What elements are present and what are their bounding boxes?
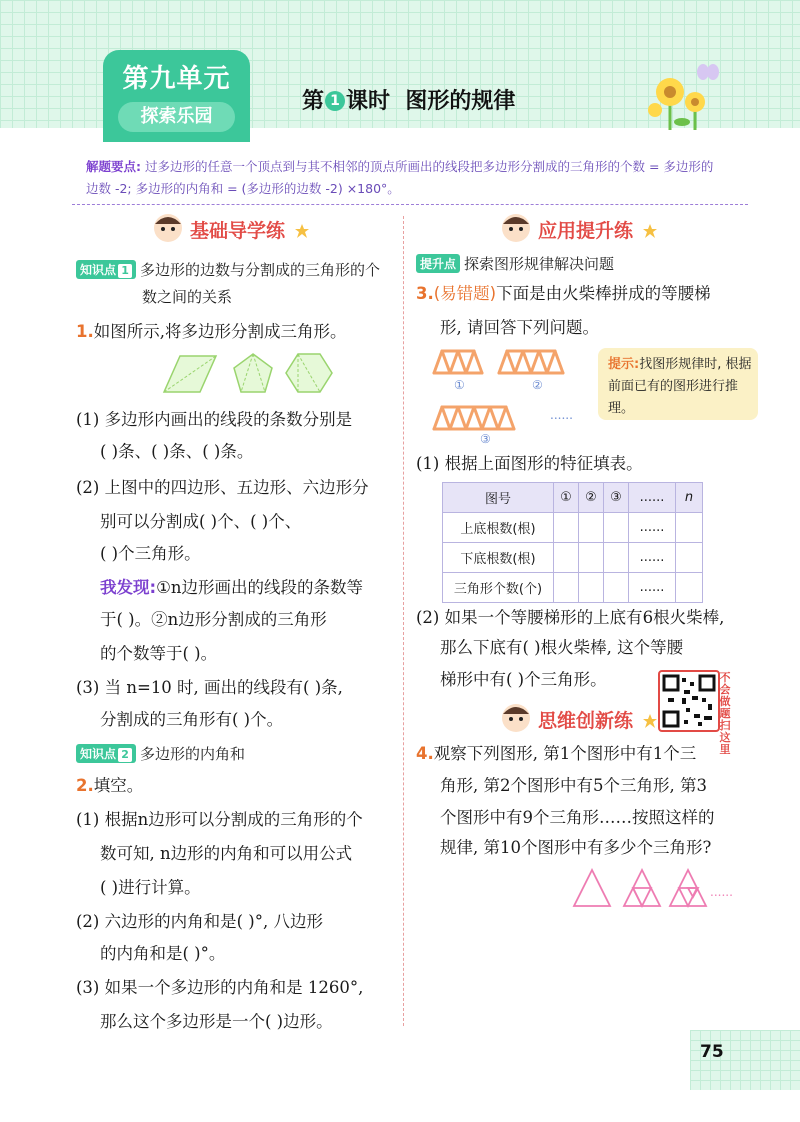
table-header-row bbox=[443, 483, 703, 513]
kp2-tag bbox=[76, 744, 136, 763]
table-cell[interactable] bbox=[579, 513, 604, 543]
q4-line3: 个图形中有9个三角形……按照这样的 bbox=[440, 808, 715, 827]
q4-line4: 规律, 第10个图形中有多少个三角形? bbox=[440, 838, 712, 857]
question-1 bbox=[76, 322, 347, 342]
triangle-fig-2-inner bbox=[633, 888, 651, 906]
table-row bbox=[443, 573, 703, 603]
fig-label-2: ② bbox=[532, 378, 543, 392]
kp2-tag-number: 2 bbox=[118, 748, 132, 762]
q2-2-line2: 的内角和是( )°。 bbox=[100, 944, 226, 963]
q2-3-line2: 那么这个多边形是一个( )边形。 bbox=[100, 1012, 333, 1031]
unit-title: 第九单元 bbox=[122, 64, 231, 94]
q3-text: 下面是由火柴棒拼成的等腰梯 bbox=[496, 284, 711, 303]
matchstick-figures bbox=[432, 345, 597, 445]
kp1-tag-label: 知识点 bbox=[80, 263, 117, 277]
q3-number: 3. bbox=[416, 284, 434, 303]
q3-2-line1: (2) 如果一个等腰梯形的上底有6根火柴棒, bbox=[416, 608, 725, 627]
star-icon bbox=[295, 224, 309, 238]
q3-2-line3: 梯形中有( )个三角形。 bbox=[440, 670, 607, 689]
table-row bbox=[443, 543, 703, 573]
q1-1-line2: ( )条、( )条、( )条。 bbox=[100, 442, 254, 461]
table-row bbox=[443, 513, 703, 543]
q3-line2: 形, 请回答下列问题。 bbox=[440, 318, 599, 337]
table-cell[interactable] bbox=[579, 573, 604, 603]
table-header-cell: ...... bbox=[629, 483, 676, 513]
table-cell[interactable] bbox=[604, 543, 629, 573]
child-mascot-icon bbox=[150, 210, 186, 246]
lesson-name: 图形的规律 bbox=[405, 89, 516, 114]
tip-line2: 边数 -2; 多边形的内角和 = (多边形的边数 -2) ×180°。 bbox=[86, 181, 400, 196]
q1-2-line2: 别可以分割成( )个、( )个、 bbox=[100, 512, 302, 531]
section-title-applied-label: 应用提升练 bbox=[538, 220, 634, 242]
q2-3-line1: (3) 如果一个多边形的内角和是 1260°, bbox=[76, 978, 364, 997]
fig-label-1: ① bbox=[454, 378, 465, 392]
section-title-creative-label: 思维创新练 bbox=[538, 710, 634, 732]
unit-box bbox=[103, 50, 250, 142]
lesson-number: 1 bbox=[325, 91, 345, 111]
table-cell[interactable] bbox=[604, 573, 629, 603]
table-cell[interactable] bbox=[554, 513, 579, 543]
table-header-cell: ③ bbox=[604, 483, 629, 513]
q4-text: 观察下列图形, 第1个图形中有1个三 bbox=[433, 744, 697, 763]
q4-dots: ...... bbox=[710, 885, 733, 899]
section-title-creative bbox=[498, 702, 668, 734]
tip-label: 解题要点: bbox=[86, 159, 141, 174]
star-icon bbox=[643, 224, 657, 238]
column-divider bbox=[403, 216, 404, 1026]
table-cell[interactable] bbox=[579, 543, 604, 573]
improvement-tag: 提升点 bbox=[416, 254, 460, 273]
table-cell[interactable] bbox=[676, 573, 703, 603]
discover-label: 我发现: bbox=[100, 578, 157, 597]
table-row-label: 三角形个数(个) bbox=[443, 573, 554, 603]
table-header-cell: ① bbox=[554, 483, 579, 513]
q3-2-line2: 那么下底有( )根火柴棒, 这个等腰 bbox=[440, 638, 684, 657]
lesson-prefix: 第 bbox=[302, 89, 325, 114]
lesson-title bbox=[302, 84, 515, 115]
q2-1-line1: (1) 根据n边形可以分割成的三角形的个 bbox=[76, 810, 363, 829]
table-cell-dots: ...... bbox=[629, 543, 676, 573]
kp1-line1: 多边形的边数与分割成的三角形的个 bbox=[140, 261, 381, 279]
q1-3-line2: 分割成的三角形有( )个。 bbox=[100, 710, 284, 729]
discover-line1 bbox=[100, 578, 363, 598]
q2-text: 填空。 bbox=[93, 776, 144, 795]
hint-body: 找图形规律时, 根据前面已有的图形进行推理。 bbox=[608, 357, 752, 416]
improvement-point bbox=[416, 253, 614, 273]
tip-text bbox=[86, 156, 746, 200]
q4-line2: 角形, 第2个图形中有5个三角形, 第3 bbox=[440, 776, 707, 795]
table-header-cell: ② bbox=[579, 483, 604, 513]
q2-1-line3: ( )进行计算。 bbox=[100, 878, 201, 897]
qr-side-text: 不会做题扫这里 bbox=[719, 671, 731, 756]
question-3 bbox=[416, 284, 711, 304]
q1-number: 1. bbox=[76, 322, 94, 341]
question-2 bbox=[76, 776, 143, 796]
tip-box bbox=[72, 148, 748, 205]
page-number: 75 bbox=[700, 1042, 724, 1062]
q3-1: (1) 根据上面图形的特征填表。 bbox=[416, 454, 643, 473]
knowledge-point-2 bbox=[76, 743, 245, 763]
discover-text-a: ①n边形画出的线段的条数等 bbox=[156, 578, 364, 597]
q2-2-line1: (2) 六边形的内角和是( )°, 八边形 bbox=[76, 912, 323, 931]
hint-box bbox=[598, 348, 758, 420]
section-title-applied bbox=[498, 212, 668, 244]
q1-2-line1: (2) 上图中的四边形、五边形、六边形分 bbox=[76, 478, 369, 497]
q2-number: 2. bbox=[76, 776, 94, 795]
section-title-basic-label: 基础导学练 bbox=[190, 220, 286, 242]
triangle-fig-1 bbox=[574, 870, 610, 906]
kp2-line1: 多边形的内角和 bbox=[140, 745, 246, 763]
q1-text: 如图所示,将多边形分割成三角形。 bbox=[93, 322, 347, 341]
section-title-basic bbox=[150, 212, 320, 244]
knowledge-point-1 bbox=[76, 259, 380, 279]
child-mascot-icon bbox=[498, 210, 534, 246]
table-cell[interactable] bbox=[554, 543, 579, 573]
table-cell-dots: ...... bbox=[629, 573, 676, 603]
fig-dots: ...... bbox=[550, 408, 573, 422]
table-row-label: 下底根数(根) bbox=[443, 543, 554, 573]
lesson-suffix: 课时 bbox=[346, 89, 391, 114]
question-4 bbox=[416, 744, 696, 764]
kp1-tag-number: 1 bbox=[118, 264, 132, 278]
discover-line3: 的个数等于( )。 bbox=[100, 644, 218, 663]
kp1-line2: 数之间的关系 bbox=[142, 288, 233, 306]
butterfly-icon bbox=[695, 62, 721, 84]
tip-line1: 过多边形的任意一个顶点到与其不相邻的顶点所画出的线段把多边形分割成的三角形的个数 = 多边形的 bbox=[144, 159, 714, 174]
fig-label-3: ③ bbox=[480, 432, 491, 445]
q2-1-line2: 数可知, n边形的内角和可以用公式 bbox=[100, 844, 353, 863]
table-cell[interactable] bbox=[554, 573, 579, 603]
table-cell[interactable] bbox=[676, 513, 703, 543]
table-header-cell: n bbox=[676, 483, 703, 513]
qr-code-icon bbox=[662, 674, 716, 728]
discover-line2: 于( )。②n边形分割成的三角形 bbox=[100, 610, 327, 629]
hint-text bbox=[608, 354, 753, 420]
table-cell[interactable] bbox=[604, 513, 629, 543]
pentagon-shape bbox=[234, 354, 272, 392]
improvement-text: 探索图形规律解决问题 bbox=[464, 255, 615, 273]
triangle-fig-3-inner bbox=[679, 888, 697, 906]
table-cell-dots: ...... bbox=[629, 513, 676, 543]
q3-tag: (易错题) bbox=[433, 284, 497, 303]
q1-1-line1: (1) 多边形内画出的线段的条数分别是 bbox=[76, 410, 353, 429]
child-mascot-icon bbox=[498, 700, 534, 736]
star-icon bbox=[643, 714, 657, 728]
q1-3-line1: (3) 当 n=10 时, 画出的线段有( )条, bbox=[76, 678, 343, 697]
kp1-tag bbox=[76, 260, 136, 279]
q4-number: 4. bbox=[416, 744, 434, 763]
table-row-label: 上底根数(根) bbox=[443, 513, 554, 543]
table-header-cell: 图号 bbox=[443, 483, 554, 513]
hint-label: 提示: bbox=[608, 357, 640, 372]
unit-subtitle: 探索乐园 bbox=[118, 102, 235, 132]
triangle-sequence bbox=[570, 868, 740, 910]
triangle-fig-3-sub bbox=[688, 888, 698, 897]
q1-2-line3: ( )个三角形。 bbox=[100, 544, 201, 563]
kp2-tag-label: 知识点 bbox=[80, 747, 117, 761]
table-cell[interactable] bbox=[676, 543, 703, 573]
fill-table bbox=[442, 482, 703, 603]
polygon-figures bbox=[150, 352, 340, 398]
